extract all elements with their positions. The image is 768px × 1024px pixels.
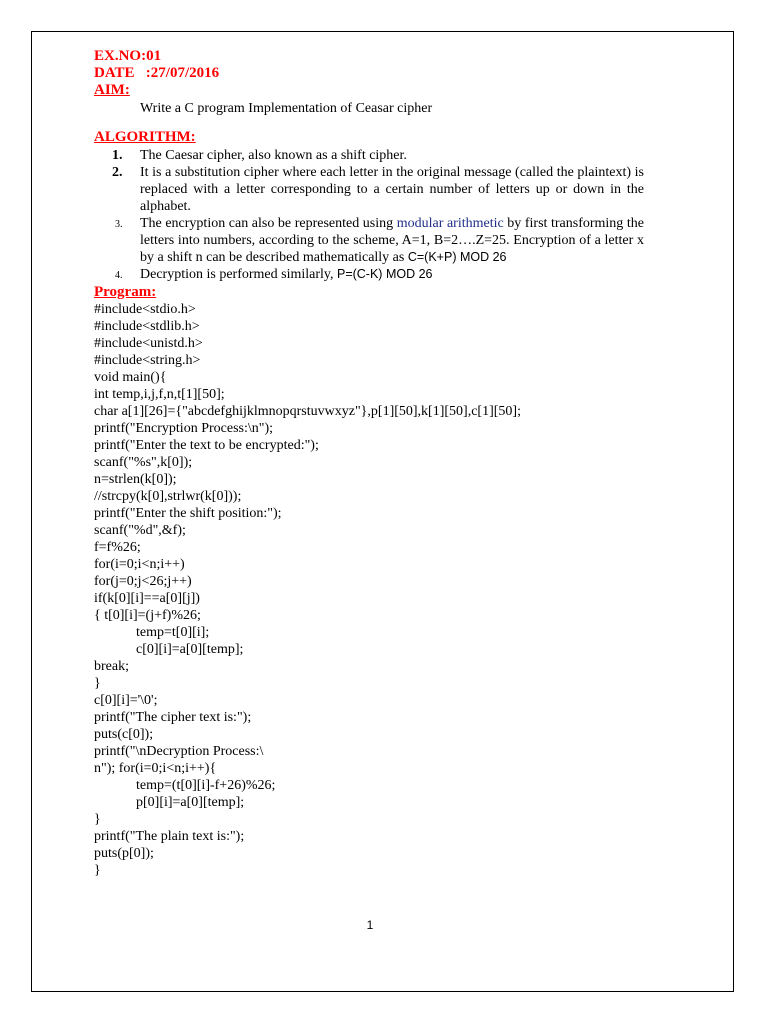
code-line: #include<unistd.h> <box>94 336 203 351</box>
document-body <box>94 48 644 879</box>
code-line: for(j=0;j<26;j++) <box>94 574 192 589</box>
step-text: It is a substitution cipher where each letter in the original message (called the plaintext) is replaced with a letter corresponding to a certain number of letters up or down in the alphabet. <box>140 165 644 214</box>
code-line: scanf("%s",k[0]); <box>94 455 193 470</box>
code-line: puts(p[0]); <box>94 846 154 861</box>
code-line: n=strlen(k[0]); <box>94 472 177 487</box>
algorithm-step <box>94 215 644 266</box>
code-line: } <box>94 812 101 827</box>
code-line: void main(){ <box>94 370 167 385</box>
code-line: scanf("%d",&f); <box>94 523 186 538</box>
page-number: 1 <box>366 918 374 932</box>
step-text: The Caesar cipher, also known as a shift cipher. <box>140 148 407 163</box>
code-line: printf("\nDecryption Process:\ <box>94 744 264 759</box>
code-line: n"); for(i=0;i<n;i++){ <box>94 761 217 776</box>
code-line: #include<string.h> <box>94 353 201 368</box>
code-line: puts(c[0]); <box>94 727 154 742</box>
algorithm-heading: ALGORITHM: <box>94 129 196 145</box>
code-line: c[0][i]=a[0][temp]; <box>94 642 244 657</box>
algorithm-step <box>94 266 644 283</box>
code-line: printf("Enter the shift position:"); <box>94 506 282 521</box>
code-line: printf("The cipher text is:"); <box>94 710 252 725</box>
code-line: { t[0][i]=(j+f)%26; <box>94 608 201 623</box>
aim-heading: AIM: <box>94 82 130 98</box>
modular-arithmetic-link[interactable]: modular arithmetic <box>396 216 504 231</box>
code-line: int temp,i,j,f,n,t[1][50]; <box>94 387 225 402</box>
code-line: } <box>94 676 101 691</box>
step-number: 1. <box>112 148 123 163</box>
algorithm-steps <box>94 147 644 283</box>
step-text: Decryption is performed similarly, <box>140 267 337 282</box>
code-line: for(i=0;i<n;i++) <box>94 557 185 572</box>
code-line: f=f%26; <box>94 540 141 555</box>
program-code <box>94 301 644 879</box>
aim-text: Write a C program Implementation of Ceasar cipher <box>140 101 433 116</box>
code-line: temp=t[0][i]; <box>94 625 210 640</box>
encryption-formula: C=(K+P) MOD 26 <box>407 250 507 264</box>
decryption-formula: P=(C-K) MOD 26 <box>336 267 433 281</box>
code-line: char a[1][26]={"abcdefghijklmnopqrstuvwxyz"},p[1][50],k[1][50],c[1][50]; <box>94 404 521 419</box>
code-line: #include<stdlib.h> <box>94 319 200 334</box>
program-heading: Program: <box>94 284 157 300</box>
exercise-date: DATE :27/07/2016 <box>94 65 220 81</box>
code-line: } <box>94 863 101 878</box>
code-line: p[0][i]=a[0][temp]; <box>94 795 245 810</box>
code-line: break; <box>94 659 129 674</box>
algorithm-step <box>94 164 644 215</box>
code-line: c[0][i]='\0'; <box>94 693 158 708</box>
step-number: 2. <box>112 165 123 180</box>
step-text: by first transforming the letters into numbers, according to the scheme, A=1, B=2….Z=25. Encryption of a letter x by a shift n can be described mathematically as <box>140 216 644 265</box>
step-number: 4. <box>115 270 123 281</box>
code-line: #include<stdio.h> <box>94 302 196 317</box>
code-line: printf("The plain text is:"); <box>94 829 245 844</box>
code-line: printf("Enter the text to be encrypted:"); <box>94 438 319 453</box>
step-number: 3. <box>115 219 123 230</box>
exercise-number: EX.NO:01 <box>94 48 162 64</box>
code-line: //strcpy(k[0],strlwr(k[0])); <box>94 489 242 504</box>
code-line: if(k[0][i]==a[0][j]) <box>94 591 200 606</box>
algorithm-step <box>94 147 644 164</box>
step-text: The encryption can also be represented using <box>140 216 397 231</box>
code-line: printf("Encryption Process:\n"); <box>94 421 274 436</box>
code-line: temp=(t[0][i]-f+26)%26; <box>94 778 276 793</box>
